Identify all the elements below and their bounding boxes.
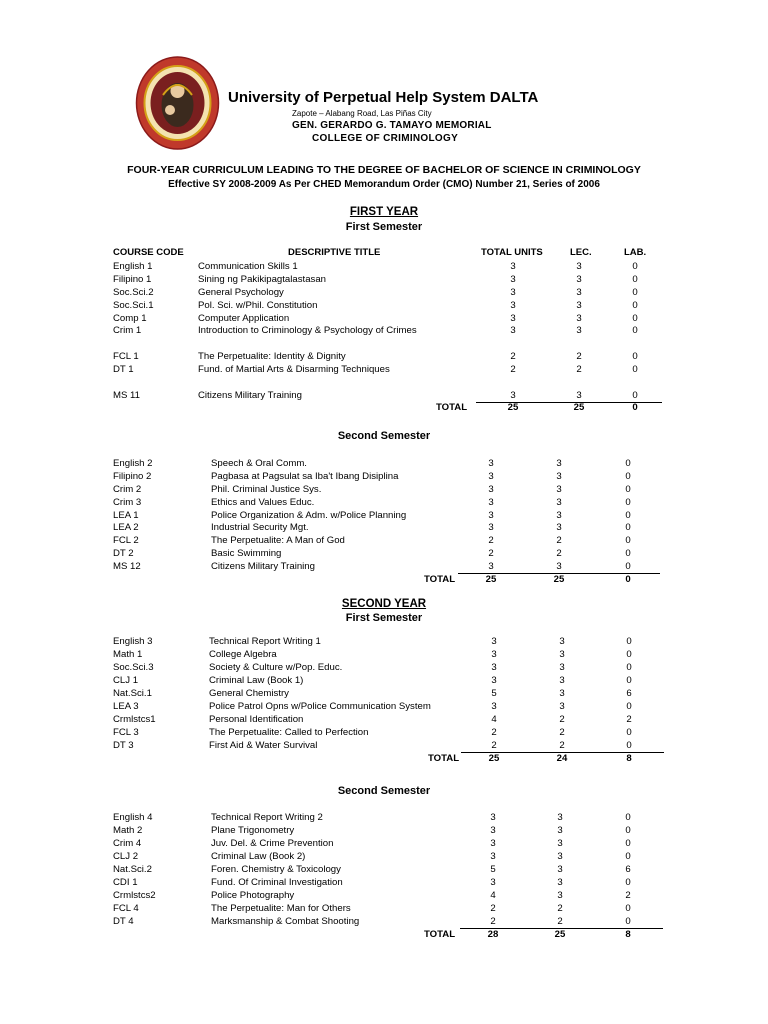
course-row (0, 850, 768, 863)
course-title: Sining ng Pakikipagtalastasan (198, 274, 327, 285)
column-header-lec: LEC. (570, 247, 592, 258)
course-units: 3 (491, 662, 497, 673)
course-units: 3 (490, 851, 496, 862)
course-lab: 0 (626, 662, 632, 673)
course-lab: 0 (625, 484, 631, 495)
course-row (0, 299, 768, 312)
total-lec: 25 (554, 929, 566, 940)
course-units: 2 (491, 727, 497, 738)
course-code: Soc.Sci.3 (113, 662, 154, 673)
course-lab: 6 (626, 688, 632, 699)
total-label: TOTAL (424, 574, 456, 585)
course-code: FCL 3 (113, 727, 139, 738)
course-code: English 4 (113, 812, 153, 823)
course-title: Police Photography (211, 890, 295, 901)
course-lec: 3 (556, 458, 562, 469)
course-title: Citizens Military Training (198, 390, 302, 401)
course-units: 3 (510, 261, 516, 272)
course-units: 3 (510, 313, 516, 324)
curriculum-title: FOUR-YEAR CURRICULUM LEADING TO THE DEGREE OF BACHELOR OF SCIENCE IN CRIMINOLOGY (127, 164, 641, 176)
course-title: Police Patrol Opns w/Police Communication System (209, 701, 431, 712)
course-code: FCL 2 (113, 535, 139, 546)
course-units: 3 (510, 325, 516, 336)
course-code: Filipino 1 (113, 274, 152, 285)
course-lab: 0 (625, 535, 631, 546)
course-row (0, 560, 768, 573)
year-title-text: SECOND YEAR (341, 598, 427, 610)
course-lec: 3 (559, 701, 565, 712)
course-units: 3 (488, 458, 494, 469)
course-lec: 2 (559, 740, 565, 751)
course-lab: 0 (625, 510, 631, 521)
course-lab: 2 (626, 714, 632, 725)
course-row (0, 863, 768, 876)
course-code: MS 11 (113, 390, 141, 401)
course-title: Fund. Of Criminal Investigation (211, 877, 343, 888)
course-row (0, 811, 768, 824)
course-code: Comp 1 (113, 313, 147, 324)
course-lec: 2 (556, 535, 562, 546)
course-code: Nat.Sci.1 (113, 688, 152, 699)
course-row (0, 700, 768, 713)
total-label: TOTAL (436, 402, 468, 413)
course-lec: 3 (576, 261, 582, 272)
course-code: LEA 2 (113, 522, 139, 533)
course-code: DT 2 (113, 548, 134, 559)
course-title: Marksmanship & Combat Shooting (211, 916, 360, 927)
course-units: 3 (491, 649, 497, 660)
course-lab: 0 (626, 740, 632, 751)
course-row (0, 739, 768, 752)
course-row (0, 915, 768, 928)
course-title: The Perpetualite: A Man of God (211, 535, 345, 546)
course-code: English 3 (113, 636, 153, 647)
course-lab: 0 (625, 877, 631, 888)
course-lec: 2 (559, 727, 565, 738)
total-label: TOTAL (428, 753, 460, 764)
course-code: Nat.Sci.2 (113, 864, 152, 875)
course-lab: 0 (632, 351, 638, 362)
course-title: The Perpetualite: Called to Perfection (209, 727, 369, 738)
course-lec: 3 (576, 390, 582, 401)
course-units: 3 (488, 471, 494, 482)
course-lec: 3 (556, 497, 562, 508)
course-units: 2 (510, 351, 516, 362)
course-title: Criminal Law (Book 1) (209, 675, 304, 686)
course-row (0, 726, 768, 739)
course-title: Basic Swimming (211, 548, 282, 559)
course-title: Plane Trigonometry (211, 825, 295, 836)
column-header-units: TOTAL UNITS (481, 247, 543, 258)
course-title: Speech & Oral Comm. (211, 458, 307, 469)
course-code: CDI 1 (113, 877, 138, 888)
course-title: College Algebra (209, 649, 277, 660)
course-title: Society & Culture w/Pop. Educ. (209, 662, 343, 673)
course-units: 3 (491, 675, 497, 686)
course-lab: 0 (632, 300, 638, 311)
course-units: 3 (488, 484, 494, 495)
course-row (0, 363, 768, 376)
course-lec: 3 (557, 825, 563, 836)
course-units: 2 (488, 535, 494, 546)
course-row (0, 889, 768, 902)
total-row (0, 574, 768, 586)
course-code: CLJ 2 (113, 851, 139, 862)
course-lab: 2 (625, 890, 631, 901)
course-units: 3 (491, 636, 497, 647)
course-lab: 0 (625, 458, 631, 469)
course-row (0, 534, 768, 547)
course-lab: 0 (626, 727, 632, 738)
course-lec: 3 (556, 510, 562, 521)
course-lab: 0 (625, 522, 631, 533)
total-row (0, 753, 768, 765)
course-lab: 0 (625, 825, 631, 836)
course-units: 2 (490, 903, 496, 914)
course-row (0, 713, 768, 726)
course-title: Technical Report Writing 2 (211, 812, 323, 823)
course-lec: 2 (557, 916, 563, 927)
course-lec: 3 (557, 838, 563, 849)
course-lec: 3 (576, 300, 582, 311)
college-name: COLLEGE OF CRIMINOLOGY (312, 133, 459, 144)
total-lab: 8 (625, 929, 631, 940)
total-row (0, 402, 768, 414)
course-row (0, 837, 768, 850)
course-title: Fund. of Martial Arts & Disarming Techniques (198, 364, 390, 375)
total-lab: 0 (625, 574, 631, 585)
course-lec: 3 (559, 675, 565, 686)
course-code: Math 2 (113, 825, 143, 836)
course-lec: 2 (576, 364, 582, 375)
course-row (0, 389, 768, 402)
course-row (0, 521, 768, 534)
course-title: The Perpetualite: Man for Others (211, 903, 351, 914)
total-row (0, 929, 768, 941)
course-title: General Psychology (198, 287, 284, 298)
course-code: Soc.Sci.1 (113, 300, 154, 311)
total-lec: 24 (556, 753, 568, 764)
course-code: DT 3 (113, 740, 134, 751)
total-lab: 8 (626, 753, 632, 764)
semester-title: First Semester (345, 221, 423, 233)
course-lec: 3 (557, 890, 563, 901)
course-title: Pagbasa at Pagsulat sa Iba't Ibang Disiplina (211, 471, 399, 482)
course-row (0, 260, 768, 273)
course-title: Introduction to Criminology & Psychology of Crimes (198, 325, 417, 336)
course-title: The Perpetualite: Identity & Dignity (198, 351, 346, 362)
course-title: Personal Identification (209, 714, 304, 725)
course-units: 3 (488, 510, 494, 521)
course-lab: 0 (632, 364, 638, 375)
course-code: Crim 2 (113, 484, 142, 495)
course-code: English 1 (113, 261, 153, 272)
course-title: Citizens Military Training (211, 561, 315, 572)
course-row (0, 470, 768, 483)
course-lec: 3 (576, 313, 582, 324)
semester-title: Second Semester (337, 785, 431, 797)
course-units: 2 (488, 548, 494, 559)
course-units: 3 (491, 701, 497, 712)
course-lab: 0 (632, 390, 638, 401)
course-row (0, 635, 768, 648)
course-row (0, 547, 768, 560)
course-code: FCL 4 (113, 903, 139, 914)
course-code: English 2 (113, 458, 153, 469)
curriculum-effective: Effective SY 2008-2009 As Per CHED Memorandum Order (CMO) Number 21, Series of 2006 (168, 179, 600, 190)
course-units: 3 (488, 522, 494, 533)
total-label: TOTAL (424, 929, 456, 940)
course-lec: 3 (559, 662, 565, 673)
course-code: MS 12 (113, 561, 141, 572)
course-lec: 2 (557, 903, 563, 914)
course-units: 4 (490, 890, 496, 901)
course-lab: 0 (625, 838, 631, 849)
course-lab: 0 (625, 903, 631, 914)
course-lec: 3 (556, 522, 562, 533)
course-lec: 3 (557, 851, 563, 862)
course-row (0, 902, 768, 915)
course-units: 3 (510, 390, 516, 401)
column-header-title: DESCRIPTIVE TITLE (288, 247, 381, 258)
total-lab: 0 (632, 402, 638, 413)
total-lec: 25 (553, 574, 565, 585)
course-row (0, 457, 768, 470)
course-lab: 0 (632, 287, 638, 298)
course-title: Police Organization & Adm. w/Police Planning (211, 510, 407, 521)
course-units: 3 (490, 812, 496, 823)
course-lab: 0 (625, 497, 631, 508)
course-code: FCL 1 (113, 351, 139, 362)
course-row (0, 661, 768, 674)
course-lec: 3 (557, 864, 563, 875)
course-lab: 0 (626, 649, 632, 660)
semester-title: Second Semester (337, 430, 431, 442)
semester-title: First Semester (345, 612, 423, 624)
course-units: 2 (491, 740, 497, 751)
course-code: LEA 3 (113, 701, 139, 712)
course-lab: 0 (632, 325, 638, 336)
course-code: DT 4 (113, 916, 134, 927)
course-code: Crmlstcs2 (113, 890, 156, 901)
course-row (0, 496, 768, 509)
course-lec: 3 (556, 471, 562, 482)
course-lab: 0 (632, 313, 638, 324)
course-lec: 3 (557, 812, 563, 823)
course-lec: 3 (576, 274, 582, 285)
course-units: 3 (488, 497, 494, 508)
course-title: Foren. Chemistry & Toxicology (211, 864, 341, 875)
course-code: LEA 1 (113, 510, 139, 521)
course-units: 3 (510, 300, 516, 311)
course-lab: 0 (626, 675, 632, 686)
course-lab: 0 (625, 471, 631, 482)
course-code: CLJ 1 (113, 675, 139, 686)
column-header-code: COURSE CODE (113, 247, 184, 258)
total-lec: 25 (573, 402, 585, 413)
column-header-lab: LAB. (624, 247, 647, 258)
course-units: 3 (510, 274, 516, 285)
course-row (0, 824, 768, 837)
course-lec: 2 (556, 548, 562, 559)
course-lab: 0 (625, 561, 631, 572)
course-units: 3 (490, 825, 496, 836)
course-units: 2 (490, 916, 496, 927)
course-title: Juv. Del. & Crime Prevention (211, 838, 334, 849)
course-title: Communication Skills 1 (198, 261, 298, 272)
course-units: 3 (488, 561, 494, 572)
course-title: First Aid & Water Survival (209, 740, 318, 751)
course-units: 5 (490, 864, 496, 875)
course-units: 4 (491, 714, 497, 725)
total-units: 25 (485, 574, 497, 585)
course-title: Phil. Criminal Justice Sys. (211, 484, 322, 495)
course-title: Industrial Security Mgt. (211, 522, 309, 533)
course-lab: 0 (626, 701, 632, 712)
course-lab: 0 (625, 812, 631, 823)
total-units: 25 (507, 402, 519, 413)
course-code: Soc.Sci.2 (113, 287, 154, 298)
university-name: University of Perpetual Help System DALTA (228, 89, 539, 106)
course-lec: 3 (559, 649, 565, 660)
course-units: 2 (510, 364, 516, 375)
course-code: Crmlstcs1 (113, 714, 156, 725)
university-address: Zapote – Alabang Road, Las Piñas City (292, 109, 432, 118)
course-lab: 0 (625, 851, 631, 862)
course-lab: 6 (625, 864, 631, 875)
course-lec: 2 (559, 714, 565, 725)
course-code: Math 1 (113, 649, 143, 660)
course-title: Technical Report Writing 1 (209, 636, 321, 647)
course-row (0, 674, 768, 687)
course-title: Pol. Sci. w/Phil. Constitution (198, 300, 318, 311)
course-row (0, 324, 768, 337)
course-code: Filipino 2 (113, 471, 152, 482)
course-row (0, 648, 768, 661)
course-units: 3 (510, 287, 516, 298)
course-lab: 0 (625, 916, 631, 927)
course-code: Crim 4 (113, 838, 142, 849)
university-seal-logo (135, 55, 220, 151)
course-code: Crim 3 (113, 497, 142, 508)
course-units: 3 (490, 877, 496, 888)
course-title: Ethics and Values Educ. (211, 497, 315, 508)
course-lab: 0 (625, 548, 631, 559)
year-title (0, 598, 768, 610)
course-row (0, 350, 768, 363)
course-row (0, 687, 768, 700)
course-lec: 3 (557, 877, 563, 888)
course-lec: 2 (576, 351, 582, 362)
course-row (0, 483, 768, 496)
course-row (0, 286, 768, 299)
course-title: General Chemistry (209, 688, 289, 699)
year-title-text: FIRST YEAR (349, 206, 419, 218)
course-row (0, 273, 768, 286)
total-units: 28 (487, 929, 499, 940)
course-lec: 3 (559, 636, 565, 647)
course-lec: 3 (576, 325, 582, 336)
course-lab: 0 (626, 636, 632, 647)
course-code: Crim 1 (113, 325, 142, 336)
course-units: 3 (490, 838, 496, 849)
course-lab: 0 (632, 261, 638, 272)
course-row (0, 876, 768, 889)
course-lec: 3 (556, 484, 562, 495)
course-title: Criminal Law (Book 2) (211, 851, 306, 862)
course-lec: 3 (559, 688, 565, 699)
course-lab: 0 (632, 274, 638, 285)
course-lec: 3 (556, 561, 562, 572)
course-units: 5 (491, 688, 497, 699)
year-title (0, 206, 768, 218)
course-title: Computer Application (198, 313, 290, 324)
course-lec: 3 (576, 287, 582, 298)
course-code: DT 1 (113, 364, 134, 375)
memorial-name: GEN. GERARDO G. TAMAYO MEMORIAL (292, 120, 492, 131)
total-units: 25 (488, 753, 500, 764)
